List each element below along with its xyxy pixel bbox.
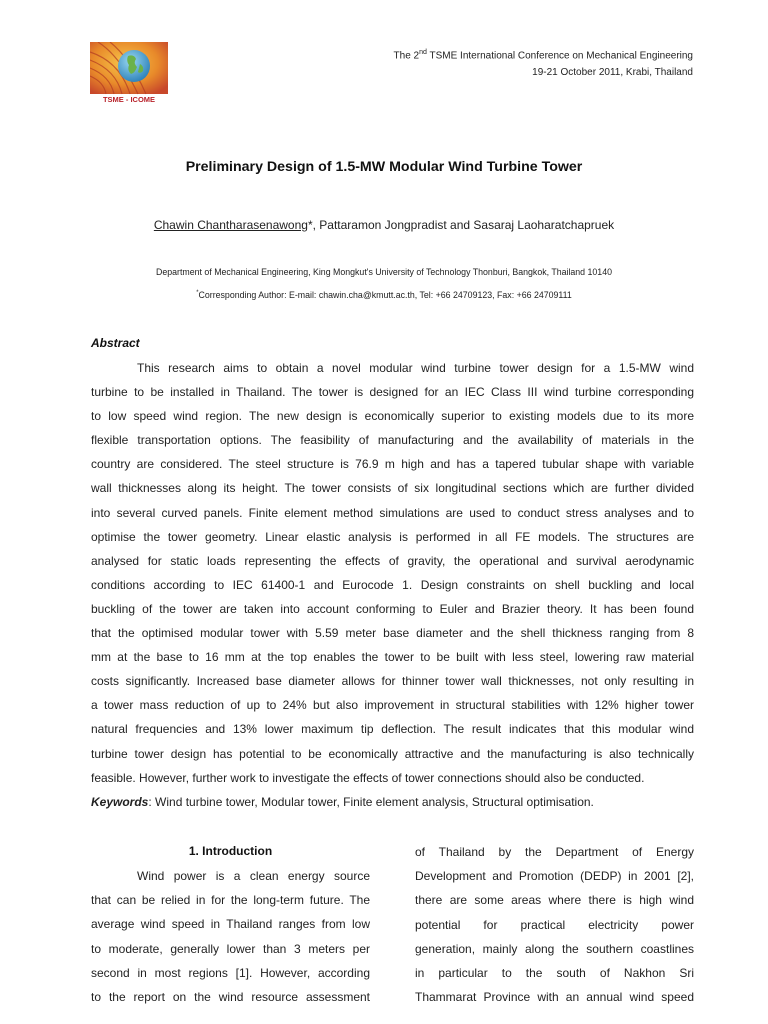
- abstract-line: feasible. However, further work to investigate the effects of tower connections should also be conducted.: [91, 770, 645, 785]
- abstract-line: costs significantly. Increased base diameter allows for thinner tower wall thicknesses, not only resulting in: [91, 674, 694, 689]
- paper-title: Preliminary Design of 1.5-MW Modular Wind Turbine Tower: [185, 159, 583, 175]
- abstract-line: flexible transportation options. The feasibility of manufacturing and the availability of materials in the: [91, 433, 694, 448]
- corresponding-mark: *: [196, 290, 199, 297]
- column-line: second in most regions [1]. However, according: [91, 965, 370, 980]
- abstract-heading: Abstract: [91, 336, 140, 350]
- logo-text: TSME - ICOME: [102, 95, 156, 104]
- abstract-line: natural frequencies and 13% lower maximum tip deflection. The result indicates that this modular wind: [91, 722, 694, 737]
- abstract-line: to low speed wind region. The new design is economically superior to existing models due to its more: [91, 409, 694, 424]
- column-line: average wind speed in Thailand ranges from low: [91, 917, 370, 932]
- corresponding-details: Corresponding Author: E-mail: chawin.cha@kmutt.ac.th, Tel: +66 24709123, Fax: +66 24709111: [198, 290, 572, 300]
- column-line: in particular to the south of Nakhon Sri: [415, 966, 694, 981]
- conference-ordinal: The 2: [393, 50, 420, 62]
- abstract-line: mm at the base to 16 mm at the top enables the tower to be built with less steel, lowering raw material: [91, 650, 694, 665]
- abstract-line: analysed for static loads representing the effects of gravity, the operational and survival aerodynamic: [91, 553, 694, 568]
- conference-name: TSME International Conference on Mechanical Engineering: [426, 50, 693, 62]
- keywords: [91, 795, 594, 809]
- abstract-line: turbine tower design has potential to be economically attractive and the manufacturing is also technically: [91, 746, 694, 761]
- conference-header: [394, 44, 693, 81]
- column-line: there are some areas where there is high wind: [415, 893, 694, 908]
- conference-date-location: 19-21 October 2011, Krabi, Thailand: [532, 67, 693, 79]
- column-line: Development and Promotion (DEDP) in 2001 [2],: [415, 869, 694, 884]
- other-authors: *, Pattaramon Jongpradist and Sasaraj Laoharatchapruek: [307, 218, 615, 232]
- globe-logo-icon: [90, 42, 168, 104]
- tsme-icome-logo: [90, 42, 168, 104]
- column-line: generation, mainly along the southern coastlines: [415, 941, 694, 956]
- abstract-line: optimise the tower geometry. Linear elastic analysis is performed in all FE models. The structures are: [91, 529, 694, 544]
- abstract-body: [91, 356, 694, 790]
- conference-ordinal-suffix: nd: [419, 49, 427, 56]
- author-list: [0, 218, 768, 232]
- conference-line-1: [394, 44, 693, 64]
- corresponding-author: [0, 290, 768, 300]
- column-line: to the report on the wind resource assessment: [91, 990, 370, 1005]
- column-line: that can be relied in for the long-term future. The: [91, 893, 370, 908]
- column-line: potential for practical electricity power: [415, 917, 694, 932]
- abstract-line: This research aims to obtain a novel modular wind turbine tower design for a 1.5-MW wind: [137, 361, 694, 375]
- abstract-line: conditions according to IEC 61400-1 and Eurocode 1. Design constraints on shell buckling and local: [91, 577, 694, 592]
- left-column: [91, 864, 370, 1009]
- first-author: Chawin Chantharasenawong: [153, 218, 308, 232]
- affiliation: Department of Mechanical Engineering, King Mongkut's University of Technology Thonburi, Bangkok, Thailand 10140: [156, 267, 612, 277]
- column-line: of Thailand by the Department of Energy: [415, 845, 694, 859]
- abstract-line: wall thicknesses along its height. The tower consists of six longitudinal sections which are further divided: [91, 481, 694, 496]
- introduction-heading: 1. Introduction: [188, 844, 273, 858]
- column-line: to moderate, generally lower than 3 meters per: [91, 941, 370, 956]
- abstract-line: that the optimised modular tower with 5.59 meter base diameter and the shell thickness ranging from 8: [91, 626, 694, 641]
- right-column: [415, 840, 694, 1009]
- column-line: Thammarat Province with an annual wind speed: [415, 990, 694, 1005]
- keywords-label: Keywords: [91, 795, 149, 809]
- keywords-list: : Wind turbine tower, Modular tower, Finite element analysis, Structural optimisation.: [148, 795, 594, 809]
- abstract-line: into several curved panels. Finite element method simulations are used to conduct stress analyses and to: [91, 505, 694, 520]
- abstract-line: a tower mass reduction of up to 24% but also improvement in structural stabilities with 12% higher tower: [91, 698, 694, 713]
- column-line: Wind power is a clean energy source: [137, 869, 370, 883]
- abstract-line: turbine to be installed in Thailand. The tower is designed for an IEC Class III wind turbine corresponding: [91, 385, 694, 400]
- abstract-line: buckling of the tower are taken into account conforming to Euler and Brazier theory. It has been found: [91, 601, 694, 616]
- abstract-line: country are considered. The steel structure is 76.9 m high and has a tapered tubular shape with variable: [91, 457, 694, 472]
